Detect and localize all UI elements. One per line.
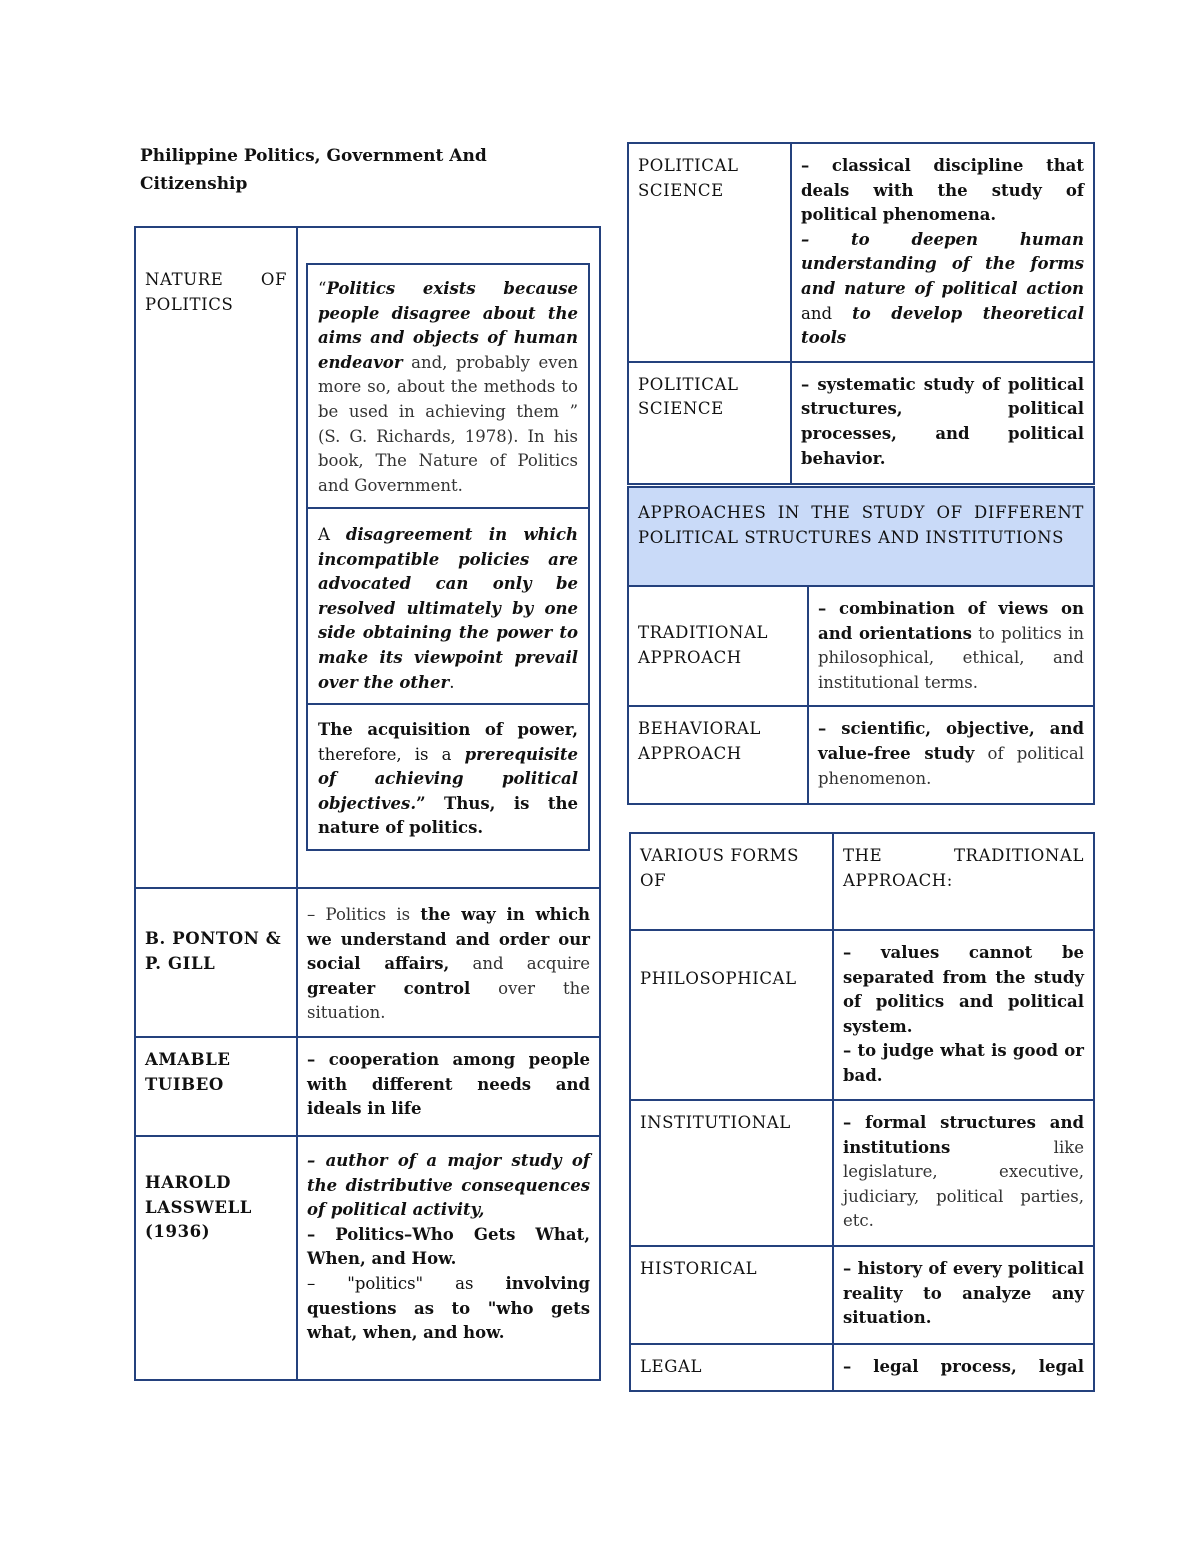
- lasswell-label-cell: [135, 1136, 297, 1380]
- nature-label: NATURE OF POLITICS: [145, 270, 287, 314]
- polsci-2-label-cell: [628, 362, 791, 484]
- nature-label-cell: [135, 227, 297, 888]
- tuibeo-row: [135, 1037, 600, 1136]
- ponton-label: B. PONTON & P. GILL: [145, 929, 282, 973]
- institutional-label: INSTITUTIONAL: [640, 1113, 791, 1132]
- lasswell-label: HAROLD LASSWELL (1936): [145, 1172, 252, 1242]
- lasswell-row: [135, 1136, 600, 1380]
- legal-text: – legal process, legal: [843, 1357, 1084, 1376]
- traditional-row: [628, 586, 1094, 706]
- forms-col2-header-cell: [833, 833, 1094, 930]
- polsci-1-text-b: – to deepen human understanding of the forms and nature of political action: [801, 229, 1084, 298]
- institutional-row: [630, 1100, 1094, 1246]
- forms-col1-header-cell: [630, 833, 833, 930]
- behavioral-row: [628, 706, 1094, 804]
- approaches-header: APPROACHES IN THE STUDY OF DIFFERENT POLITICAL STRUCTURES AND INSTITUTIONS: [638, 503, 1084, 547]
- legal-row: [630, 1344, 1094, 1391]
- quote-3-mid: therefore, is a: [318, 744, 465, 764]
- approaches-header-row: [628, 487, 1094, 586]
- historical-label: HISTORICAL: [640, 1259, 758, 1278]
- philosophical-text-a: – values cannot be separated from the study of politics and political system.: [843, 943, 1084, 1036]
- quote-box-2: [306, 507, 590, 705]
- quote-open-mark: “: [318, 279, 327, 298]
- ponton-text-c: and acquire: [449, 954, 590, 974]
- approaches-header-cell: [628, 487, 1094, 586]
- polsci-row-1: [628, 143, 1094, 362]
- document-title-line2: Citizenship: [140, 174, 248, 194]
- quote-3-italic: prerequisite of achieving political objectives.: [318, 744, 578, 813]
- historical-row: [630, 1246, 1094, 1344]
- lasswell-text-a: – author of a major study of the distributive consequences of political activity,: [307, 1150, 590, 1220]
- quote-3-bold: The acquisition of power,: [318, 720, 578, 739]
- legal-text-cell: [833, 1344, 1094, 1391]
- forms-header-row: [630, 833, 1094, 930]
- philosophical-label: PHILOSOPHICAL: [640, 969, 797, 988]
- institutional-text-rest: like legislature, executive, judiciary, political parties, etc.: [843, 1137, 1084, 1231]
- polsci-1-text-a: – classical discipline that deals with the study of political phenomena.: [801, 156, 1084, 225]
- traditional-text-bold: – combination of views on and orientations: [818, 599, 1084, 643]
- ponton-text-a: – Politics is: [307, 905, 421, 924]
- tuibeo-text-cell: [297, 1037, 600, 1136]
- polsci-2-text: – systematic study of political structures, political processes, and political behavior.: [801, 374, 1084, 468]
- polsci-1-text-cell: [791, 143, 1094, 362]
- quote-box-3: [306, 703, 590, 851]
- various-forms-table: [629, 832, 1095, 1392]
- document-title: [140, 142, 520, 198]
- behavioral-text-bold: – scientific, objective, and value-free study: [818, 719, 1084, 763]
- polsci-1-text-d: to develop theoretical tools: [801, 303, 1084, 348]
- behavioral-label-cell: [628, 706, 808, 804]
- quote-2-a: A: [318, 525, 346, 544]
- polsci-1-label: POLITICAL SCIENCE: [638, 156, 739, 200]
- polsci-2-label: POLITICAL SCIENCE: [638, 374, 739, 419]
- tuibeo-label-cell: [135, 1037, 297, 1136]
- quote-1-italic: Politics exists because people disagree about the aims and objects of human endeavor: [318, 279, 578, 372]
- legal-label-cell: [630, 1344, 833, 1391]
- philosophical-text-b: – to judge what is good or bad.: [843, 1041, 1084, 1085]
- behavioral-label: BEHAVIORAL APPROACH: [638, 719, 761, 763]
- ponton-text-cell: [297, 888, 600, 1037]
- institutional-text-cell: [833, 1100, 1094, 1246]
- behavioral-text-rest: of political phenomenon.: [818, 743, 1085, 788]
- lasswell-text-c1: – "politics" as: [307, 1273, 506, 1293]
- philosophical-row: [630, 930, 1094, 1100]
- historical-text-cell: [833, 1246, 1094, 1344]
- lasswell-text-c2: involving questions as to "who gets what, when, and how.: [307, 1273, 590, 1343]
- lasswell-text-b: – Politics–Who Gets What, When, and How.: [307, 1224, 590, 1269]
- traditional-label: TRADITIONAL APPROACH: [638, 623, 769, 667]
- approaches-table: [627, 486, 1095, 805]
- traditional-text-rest: to politics in philosophical, ethical, and institutional terms.: [818, 623, 1084, 692]
- philosophical-label-cell: [630, 930, 833, 1100]
- philosophical-text-cell: [833, 930, 1094, 1100]
- traditional-label-cell: [628, 586, 808, 706]
- ponton-row: [135, 888, 600, 1037]
- quote-2-end: .: [449, 672, 455, 692]
- tuibeo-label: AMABLE TUIBEO: [145, 1049, 231, 1094]
- institutional-text-bold: – formal structures and institutions: [843, 1113, 1084, 1157]
- ponton-text-d: greater control: [307, 978, 471, 998]
- institutional-label-cell: [630, 1100, 833, 1246]
- ponton-text-e: over the situation.: [307, 978, 590, 1023]
- polsci-2-text-cell: [791, 362, 1094, 484]
- lasswell-text-cell: [297, 1136, 600, 1380]
- quote-3-end: ” Thus, is the nature of politics.: [318, 793, 578, 838]
- tuibeo-text: – cooperation among people with different needs and ideals in life: [307, 1049, 590, 1119]
- ponton-text-b: the way in which we understand and order our social affairs,: [307, 905, 590, 974]
- quote-1-rest: and, probably even more so, about the methods to be used in achieving them ” (S. G. Richards, 1978). In his book, The Nature of Politics and Government.: [318, 352, 578, 495]
- polsci-1-label-cell: [628, 143, 791, 362]
- legal-label: LEGAL: [640, 1357, 703, 1376]
- historical-text: – history of every political reality to analyze any situation.: [843, 1259, 1084, 1328]
- quote-2-italic: disagreement in which incompatible policies are advocated can only be resolved ultimately by one side obtaining the power to make its viewpoint prevail over the other: [318, 525, 578, 692]
- ponton-label-cell: [135, 888, 297, 1037]
- behavioral-text-cell: [808, 706, 1094, 804]
- historical-label-cell: [630, 1246, 833, 1344]
- forms-col2-header: THE TRADITIONAL APPROACH:: [843, 846, 1084, 890]
- forms-col1-header: VARIOUS FORMS OF: [640, 846, 800, 890]
- traditional-text-cell: [808, 586, 1094, 706]
- document-title-line1: Philippine Politics, Government And: [140, 146, 487, 166]
- polsci-1-text-c: and: [801, 303, 853, 323]
- polsci-row-2: [628, 362, 1094, 484]
- political-science-table: [627, 142, 1095, 485]
- quote-box-1: [306, 263, 590, 509]
